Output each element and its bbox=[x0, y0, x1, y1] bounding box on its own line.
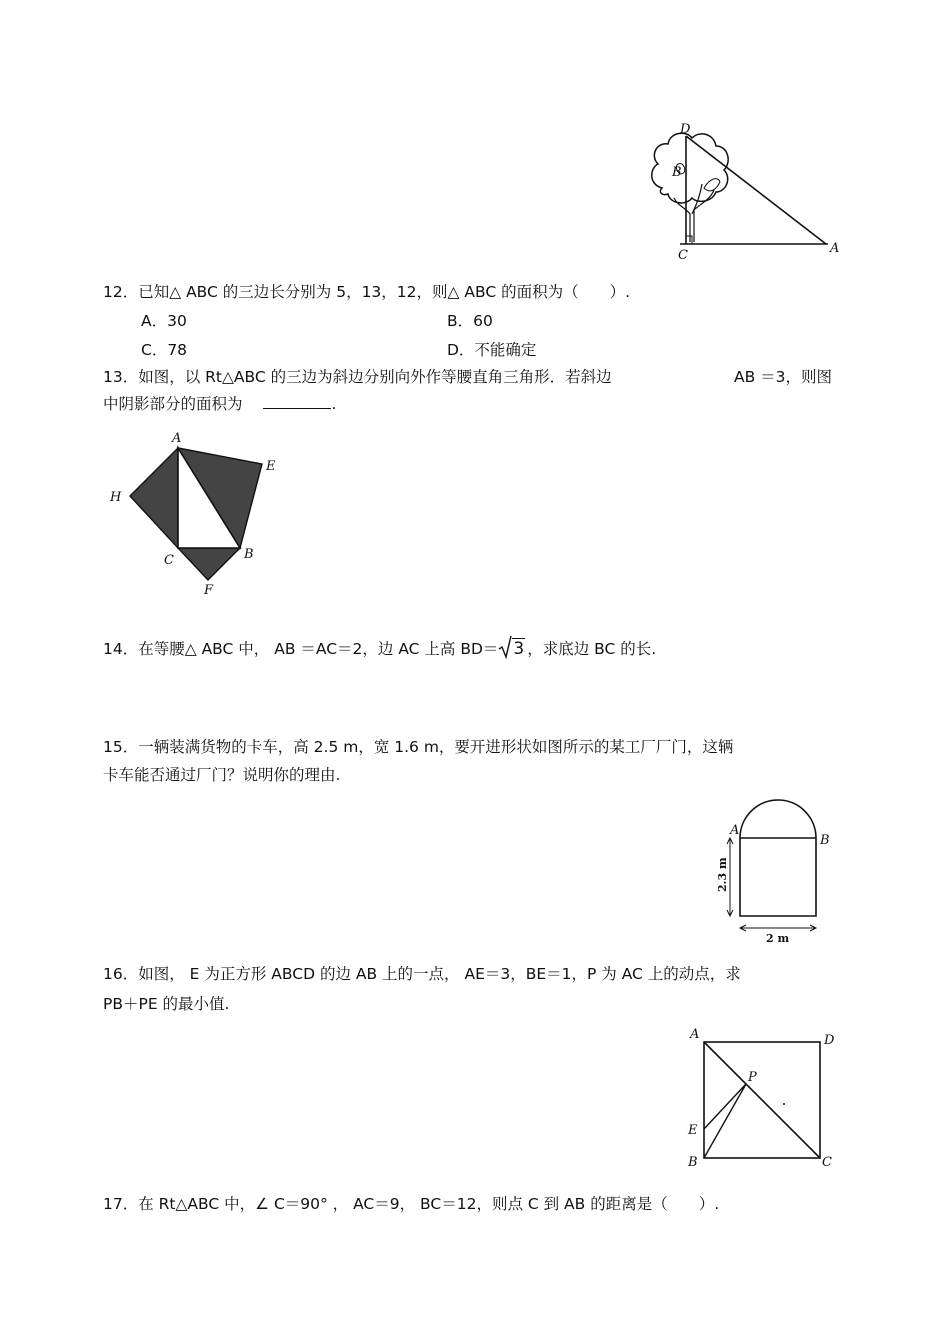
shaded-triangle-cfb bbox=[178, 548, 240, 580]
question-15-line2: 卡车能否通过厂门？说明你的理由. bbox=[103, 766, 341, 784]
label-b: B bbox=[672, 165, 682, 180]
label-b: B bbox=[244, 547, 254, 562]
q14-text-b: ，求底边 BC 的长. bbox=[527, 640, 657, 658]
question-16-line1: 16．如图， E 为正方形 ABCD 的边 AB 上的一点， AE＝3，BE＝1，P 为 AC 上的动点，求 bbox=[103, 965, 741, 983]
label-b: B bbox=[820, 833, 830, 848]
question-17: 17．在 Rt△ABC 中，∠ C＝90° ， AC＝9， BC＝12，则点 C 到 AB 的距离是（ ）. bbox=[103, 1195, 720, 1213]
right-angle-mark bbox=[686, 236, 692, 244]
q13-figure bbox=[100, 428, 290, 598]
label-height: 2.3 m bbox=[716, 857, 729, 892]
label-width: 2 m bbox=[766, 932, 790, 945]
label-a: A bbox=[730, 823, 740, 838]
shaded-triangle-ahc bbox=[130, 448, 178, 548]
q12-option-a: A．30 bbox=[141, 312, 187, 330]
tree-crown bbox=[652, 133, 728, 203]
label-d: D bbox=[680, 122, 691, 137]
q13-line1-tail: AB ＝3，则图 bbox=[734, 368, 833, 386]
label-b: B bbox=[688, 1155, 698, 1170]
question-16-line2: PB＋PE 的最小值. bbox=[103, 995, 230, 1013]
label-c: C bbox=[678, 248, 688, 263]
question-14 bbox=[103, 638, 656, 660]
sqrt-expression bbox=[498, 638, 525, 660]
label-h: H bbox=[110, 490, 122, 505]
q15-gate-figure bbox=[708, 794, 848, 950]
radical-sign bbox=[498, 635, 512, 659]
tree-branches bbox=[674, 184, 714, 242]
label-a: A bbox=[172, 431, 182, 446]
diagonal-ac bbox=[704, 1042, 820, 1158]
q16-square-figure bbox=[684, 1024, 840, 1170]
radicand: 3 bbox=[513, 639, 525, 659]
question-15-line1: 15．一辆装满货物的卡车，高 2.5 m，宽 1.6 m，要开进形状如图所示的某工厂厂门，这辆 bbox=[103, 738, 734, 756]
tree-triangle-figure bbox=[640, 118, 850, 266]
q12-option-d: D．不能确定 bbox=[447, 341, 537, 359]
question-13-line1 bbox=[103, 366, 612, 388]
q12-option-c: C．78 bbox=[141, 341, 188, 359]
segment-bp bbox=[704, 1084, 746, 1158]
gate-arch bbox=[740, 800, 816, 838]
question-13-line2 bbox=[103, 393, 336, 415]
label-a: A bbox=[690, 1027, 700, 1042]
label-c: C bbox=[164, 553, 174, 568]
tree-detail bbox=[676, 164, 720, 191]
q14-text-a: 14．在等腰△ ABC 中， AB ＝AC＝2，边 AC 上高 BD＝ bbox=[103, 640, 499, 658]
gate-rectangle bbox=[740, 838, 816, 916]
label-p: P bbox=[748, 1070, 757, 1085]
q12-option-b: B．60 bbox=[447, 312, 493, 330]
label-a: A bbox=[830, 241, 840, 256]
q13-answer-blank bbox=[263, 394, 331, 409]
q13-line1-text: 13．如图，以 Rt△ABC 的三边为斜边分别向外作等腰直角三角形．若斜边 bbox=[103, 368, 612, 386]
label-c: C bbox=[822, 1155, 832, 1170]
label-f: F bbox=[204, 583, 214, 598]
label-d: D bbox=[824, 1033, 835, 1048]
label-e: E bbox=[688, 1123, 698, 1138]
q13-line2-end: . bbox=[331, 395, 337, 413]
label-e: E bbox=[266, 459, 276, 474]
question-12-stem: 12．已知△ ABC 的三边长分别为 5，13，12，则△ ABC 的面积为（ ）. bbox=[103, 283, 631, 301]
center-dot bbox=[783, 1103, 785, 1105]
q13-line2-text: 中阴影部分的面积为 bbox=[103, 395, 243, 413]
